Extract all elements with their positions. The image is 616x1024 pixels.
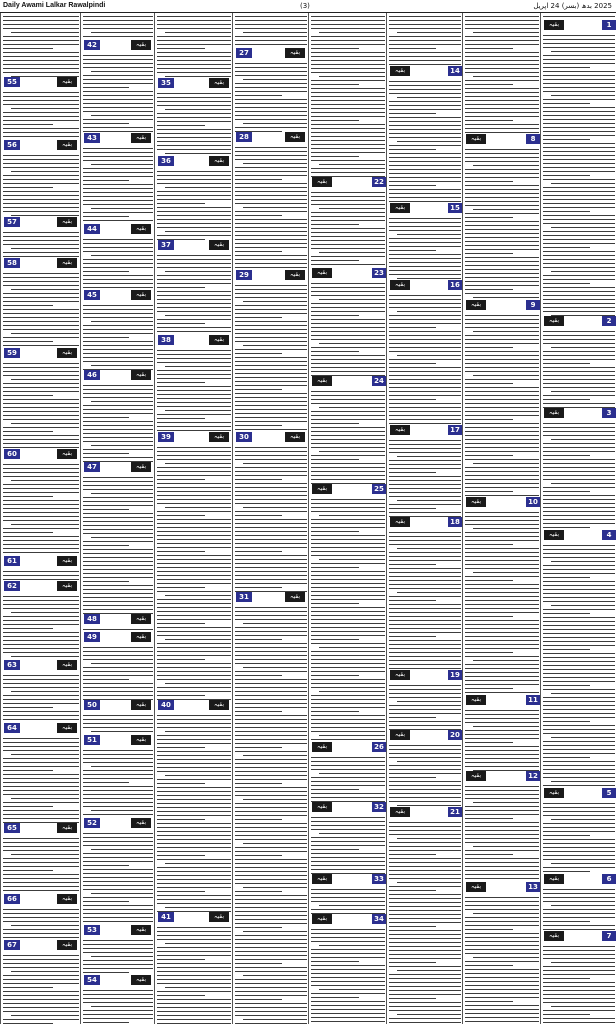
article-number-badge xyxy=(2,77,80,87)
article-number: 13 xyxy=(526,882,540,892)
article-number-badge xyxy=(82,40,154,50)
article-text xyxy=(82,987,154,1024)
continuation-tag: بقیہ xyxy=(285,132,305,142)
article-number: 12 xyxy=(526,771,540,781)
continuation-tag: بقیہ xyxy=(312,742,332,752)
article-number-badge xyxy=(388,280,462,290)
article-number-badge xyxy=(82,462,154,472)
article-number: 42 xyxy=(84,40,100,50)
continuation-tag: بقیہ xyxy=(285,592,305,602)
article-number-badge xyxy=(2,581,80,591)
article-text xyxy=(234,60,308,132)
continuation-tag: بقیہ xyxy=(312,874,332,884)
article-text xyxy=(234,13,308,48)
article-number: 35 xyxy=(158,78,174,88)
article-text xyxy=(82,937,154,975)
article-text xyxy=(2,360,80,449)
article-number-badge xyxy=(464,695,540,705)
article-number: 50 xyxy=(84,700,100,710)
article-number-badge xyxy=(156,78,232,88)
article-text xyxy=(156,13,232,78)
continuation-tag: بقیہ xyxy=(57,894,77,904)
article-text xyxy=(542,542,616,788)
article-text xyxy=(310,496,386,742)
article-number-badge xyxy=(388,807,462,817)
continuation-tag: بقیہ xyxy=(285,270,305,280)
article-number: 18 xyxy=(448,517,462,527)
article-number: 57 xyxy=(4,217,20,227)
article-text xyxy=(2,13,80,77)
article-number: 58 xyxy=(4,258,20,268)
article-number-badge xyxy=(234,132,308,142)
article-number-badge xyxy=(82,614,154,624)
continuation-tag: بقیہ xyxy=(390,280,410,290)
article-number: 19 xyxy=(448,670,462,680)
continuation-tag: بقیہ xyxy=(57,556,77,566)
article-text xyxy=(310,13,386,177)
article-text xyxy=(2,906,80,940)
article-number: 25 xyxy=(372,484,386,494)
article-number-badge xyxy=(82,975,154,985)
continuation-tag: بقیہ xyxy=(544,408,564,418)
article-number-badge xyxy=(2,940,80,950)
article-number: 21 xyxy=(448,807,462,817)
news-column xyxy=(308,13,387,1024)
article-number: 28 xyxy=(236,132,252,142)
continuation-tag: بقیہ xyxy=(131,700,151,710)
article-number-badge xyxy=(234,592,308,602)
continuation-tag: بقیہ xyxy=(57,348,77,358)
article-text xyxy=(310,388,386,484)
news-column xyxy=(154,13,233,1024)
article-number: 34 xyxy=(372,914,386,924)
article-text xyxy=(234,282,308,432)
article-number-badge xyxy=(542,788,616,798)
article-text xyxy=(388,13,462,66)
article-number: 14 xyxy=(448,66,462,76)
article-number: 30 xyxy=(236,432,252,442)
continuation-tag: بقیہ xyxy=(57,660,77,670)
continuation-tag: بقیہ xyxy=(209,78,229,88)
article-number-badge xyxy=(82,925,154,935)
article-text xyxy=(464,146,540,300)
article-number-badge xyxy=(156,335,232,345)
article-number: 61 xyxy=(4,556,20,566)
article-text xyxy=(542,328,616,408)
article-text xyxy=(2,735,80,823)
article-number-badge xyxy=(542,874,616,884)
article-number: 2 xyxy=(602,316,616,326)
continuation-tag: بقیہ xyxy=(131,224,151,234)
article-text xyxy=(464,312,540,497)
article-number-badge xyxy=(310,802,386,812)
article-number-badge xyxy=(2,660,80,670)
article-number-badge xyxy=(82,290,154,300)
continuation-tag: بقیہ xyxy=(544,874,564,884)
paper-name: Daily Awami Lalkar Rawalpindi xyxy=(3,2,106,9)
article-text xyxy=(234,604,308,1024)
continuation-tag: بقیہ xyxy=(57,258,77,268)
article-number: 46 xyxy=(84,370,100,380)
article-number-badge xyxy=(388,203,462,213)
continuation-tag: بقیہ xyxy=(131,818,151,828)
continuation-tag: بقیہ xyxy=(131,975,151,985)
article-number: 56 xyxy=(4,140,20,150)
continuation-tag: بقیہ xyxy=(57,723,77,733)
article-text xyxy=(2,89,80,140)
continuation-tag: بقیہ xyxy=(466,497,486,507)
date-line: 2025 بدھ (بسر) 24 اپریل xyxy=(533,2,612,10)
continuation-tag: بقیہ xyxy=(131,735,151,745)
article-number-badge xyxy=(82,735,154,745)
article-number-badge xyxy=(310,874,386,884)
article-number: 54 xyxy=(84,975,100,985)
article-number: 9 xyxy=(526,300,540,310)
article-number-badge xyxy=(464,882,540,892)
continuation-tag: بقیہ xyxy=(57,581,77,591)
article-number-badge xyxy=(156,912,232,922)
continuation-tag: بقیہ xyxy=(312,802,332,812)
article-number: 36 xyxy=(158,156,174,166)
article-number: 15 xyxy=(448,203,462,213)
article-number: 5 xyxy=(602,788,616,798)
continuation-tag: بقیہ xyxy=(209,335,229,345)
article-number: 39 xyxy=(158,432,174,442)
continuation-tag: بقیہ xyxy=(466,300,486,310)
article-number: 60 xyxy=(4,449,20,459)
article-text xyxy=(464,894,540,1024)
article-number: 16 xyxy=(448,280,462,290)
article-text xyxy=(82,644,154,700)
article-text xyxy=(82,830,154,925)
article-number-badge xyxy=(310,268,386,278)
article-text xyxy=(388,437,462,517)
continuation-tag: بقیہ xyxy=(466,771,486,781)
continuation-tag: بقیہ xyxy=(57,140,77,150)
news-column xyxy=(0,13,81,1024)
article-number: 64 xyxy=(4,723,20,733)
article-text xyxy=(82,747,154,818)
article-number: 20 xyxy=(448,730,462,740)
article-number-badge xyxy=(542,20,616,30)
article-text xyxy=(156,252,232,335)
continuation-tag: بقیہ xyxy=(466,695,486,705)
article-number-badge xyxy=(542,316,616,326)
article-text xyxy=(464,783,540,882)
article-number-badge xyxy=(2,823,80,833)
article-number: 51 xyxy=(84,735,100,745)
article-number-badge xyxy=(156,432,232,442)
article-text xyxy=(388,292,462,425)
continuation-tag: بقیہ xyxy=(390,517,410,527)
news-column xyxy=(462,13,541,1024)
article-text xyxy=(2,270,80,348)
article-text xyxy=(234,444,308,592)
article-number-badge xyxy=(156,156,232,166)
article-number-badge xyxy=(2,348,80,358)
article-number-badge xyxy=(2,217,80,227)
continuation-tag: بقیہ xyxy=(312,177,332,187)
article-number: 52 xyxy=(84,818,100,828)
article-text xyxy=(542,32,616,316)
article-text xyxy=(2,593,80,660)
article-number-badge xyxy=(2,723,80,733)
article-number-badge xyxy=(542,408,616,418)
news-column xyxy=(386,13,463,1024)
continuation-tag: بقیہ xyxy=(390,670,410,680)
article-number-badge xyxy=(2,449,80,459)
continuation-tag: بقیہ xyxy=(466,134,486,144)
article-number: 38 xyxy=(158,335,174,345)
article-number: 29 xyxy=(236,270,252,280)
article-text xyxy=(82,52,154,133)
article-number-badge xyxy=(2,258,80,268)
continuation-tag: بقیہ xyxy=(285,48,305,58)
article-number-badge xyxy=(82,818,154,828)
continuation-tag: بقیہ xyxy=(57,449,77,459)
article-number: 63 xyxy=(4,660,20,670)
article-number: 27 xyxy=(236,48,252,58)
continuation-tag: بقیہ xyxy=(209,700,229,710)
article-number-badge xyxy=(388,517,462,527)
continuation-tag: بقیہ xyxy=(131,925,151,935)
article-text xyxy=(156,347,232,432)
article-text xyxy=(2,461,80,556)
article-text xyxy=(542,886,616,931)
news-column xyxy=(80,13,155,1024)
article-text xyxy=(464,707,540,771)
continuation-tag: بقیہ xyxy=(312,914,332,924)
continuation-tag: بقیہ xyxy=(209,432,229,442)
article-number: 44 xyxy=(84,224,100,234)
continuation-tag: بقیہ xyxy=(466,882,486,892)
article-number: 45 xyxy=(84,290,100,300)
article-text xyxy=(156,712,232,912)
continuation-tag: بقیہ xyxy=(131,614,151,624)
continuation-tag: بقیہ xyxy=(57,217,77,227)
continuation-tag: بقیہ xyxy=(544,20,564,30)
article-number-badge xyxy=(82,370,154,380)
article-number-badge xyxy=(310,742,386,752)
article-number-badge xyxy=(464,771,540,781)
article-number: 67 xyxy=(4,940,20,950)
continuation-tag: بقیہ xyxy=(131,290,151,300)
article-number-badge xyxy=(234,270,308,280)
article-number: 17 xyxy=(448,425,462,435)
article-text xyxy=(2,568,80,581)
continuation-tag: بقیہ xyxy=(57,823,77,833)
article-number: 59 xyxy=(4,348,20,358)
article-text xyxy=(2,229,80,258)
article-number: 31 xyxy=(236,592,252,602)
continuation-tag: بقیہ xyxy=(312,376,332,386)
article-number-badge xyxy=(234,432,308,442)
article-number: 37 xyxy=(158,240,174,250)
masthead xyxy=(0,0,616,13)
article-number-badge xyxy=(542,931,616,941)
article-number-badge xyxy=(464,300,540,310)
page-number: (3) xyxy=(300,2,310,10)
article-text xyxy=(388,682,462,730)
article-number: 49 xyxy=(84,632,100,642)
continuation-tag: بقیہ xyxy=(131,632,151,642)
article-number-badge xyxy=(156,240,232,250)
continuation-tag: بقیہ xyxy=(209,912,229,922)
article-number: 32 xyxy=(372,802,386,812)
continuation-tag: بقیہ xyxy=(131,370,151,380)
article-text xyxy=(156,90,232,156)
article-text xyxy=(234,144,308,270)
continuation-tag: بقیہ xyxy=(57,77,77,87)
article-text xyxy=(156,168,232,240)
continuation-tag: بقیہ xyxy=(57,940,77,950)
continuation-tag: بقیہ xyxy=(390,730,410,740)
continuation-tag: بقیہ xyxy=(131,462,151,472)
article-number: 7 xyxy=(602,931,616,941)
continuation-tag: بقیہ xyxy=(390,203,410,213)
article-number: 26 xyxy=(372,742,386,752)
article-text xyxy=(156,924,232,1024)
article-text xyxy=(82,236,154,290)
continuation-tag: بقیہ xyxy=(544,530,564,540)
article-text xyxy=(388,78,462,203)
continuation-tag: بقیہ xyxy=(544,931,564,941)
article-number-badge xyxy=(388,66,462,76)
article-number-badge xyxy=(156,700,232,710)
article-number-badge xyxy=(234,48,308,58)
article-number-badge xyxy=(82,224,154,234)
article-text xyxy=(388,742,462,807)
article-text xyxy=(82,474,154,614)
article-number: 43 xyxy=(84,133,100,143)
article-number: 1 xyxy=(602,20,616,30)
article-number-badge xyxy=(82,632,154,642)
article-number: 47 xyxy=(84,462,100,472)
article-number-badge xyxy=(310,484,386,494)
continuation-tag: بقیہ xyxy=(131,40,151,50)
article-number: 66 xyxy=(4,894,20,904)
continuation-tag: بقیہ xyxy=(544,316,564,326)
article-number-badge xyxy=(310,914,386,924)
article-text xyxy=(310,189,386,268)
article-number: 11 xyxy=(526,695,540,705)
article-text xyxy=(2,952,80,1024)
article-text xyxy=(464,13,540,134)
article-number-badge xyxy=(82,133,154,143)
continuation-tag: بقیہ xyxy=(390,425,410,435)
continuation-tag: بقیہ xyxy=(209,240,229,250)
article-number: 6 xyxy=(602,874,616,884)
article-text xyxy=(310,754,386,802)
article-number: 55 xyxy=(4,77,20,87)
news-column xyxy=(540,13,616,1024)
article-text xyxy=(310,926,386,1024)
article-number: 23 xyxy=(372,268,386,278)
article-number: 10 xyxy=(526,497,540,507)
article-number-badge xyxy=(388,425,462,435)
article-number-badge xyxy=(464,497,540,507)
news-column xyxy=(232,13,309,1024)
article-number: 53 xyxy=(84,925,100,935)
article-number: 41 xyxy=(158,912,174,922)
article-text xyxy=(388,529,462,670)
article-text xyxy=(82,712,154,735)
article-number: 3 xyxy=(602,408,616,418)
article-text xyxy=(542,420,616,530)
continuation-tag: بقیہ xyxy=(131,133,151,143)
article-number: 24 xyxy=(372,376,386,386)
article-number: 40 xyxy=(158,700,174,710)
continuation-tag: بقیہ xyxy=(312,268,332,278)
article-text xyxy=(82,302,154,370)
article-text xyxy=(310,886,386,914)
article-number-badge xyxy=(82,700,154,710)
continuation-tag: بقیہ xyxy=(312,484,332,494)
article-number: 33 xyxy=(372,874,386,884)
article-text xyxy=(542,943,616,1024)
article-text xyxy=(310,280,386,376)
continuation-tag: بقیہ xyxy=(390,66,410,76)
article-text xyxy=(156,444,232,700)
continuation-tag: بقیہ xyxy=(390,807,410,817)
article-text xyxy=(2,152,80,217)
article-number: 65 xyxy=(4,823,20,833)
article-text xyxy=(82,145,154,224)
article-number: 48 xyxy=(84,614,100,624)
article-number-badge xyxy=(542,530,616,540)
article-number-badge xyxy=(310,376,386,386)
article-number-badge xyxy=(388,670,462,680)
article-text xyxy=(464,509,540,695)
article-number-badge xyxy=(464,134,540,144)
article-text xyxy=(82,13,154,40)
article-text xyxy=(2,672,80,723)
article-number: 8 xyxy=(526,134,540,144)
article-text xyxy=(82,382,154,462)
article-number: 4 xyxy=(602,530,616,540)
continuation-tag: بقیہ xyxy=(285,432,305,442)
article-number-badge xyxy=(2,894,80,904)
article-number-badge xyxy=(2,140,80,150)
continuation-tag: بقیہ xyxy=(209,156,229,166)
article-text xyxy=(2,835,80,894)
article-text xyxy=(310,814,386,874)
continuation-tag: بقیہ xyxy=(544,788,564,798)
article-number-badge xyxy=(388,730,462,740)
article-number: 62 xyxy=(4,581,20,591)
article-text xyxy=(542,13,616,20)
article-text xyxy=(542,800,616,874)
article-text xyxy=(388,215,462,280)
article-number-badge xyxy=(2,556,80,566)
article-number: 22 xyxy=(372,177,386,187)
article-number-badge xyxy=(310,177,386,187)
article-text xyxy=(388,819,462,1024)
